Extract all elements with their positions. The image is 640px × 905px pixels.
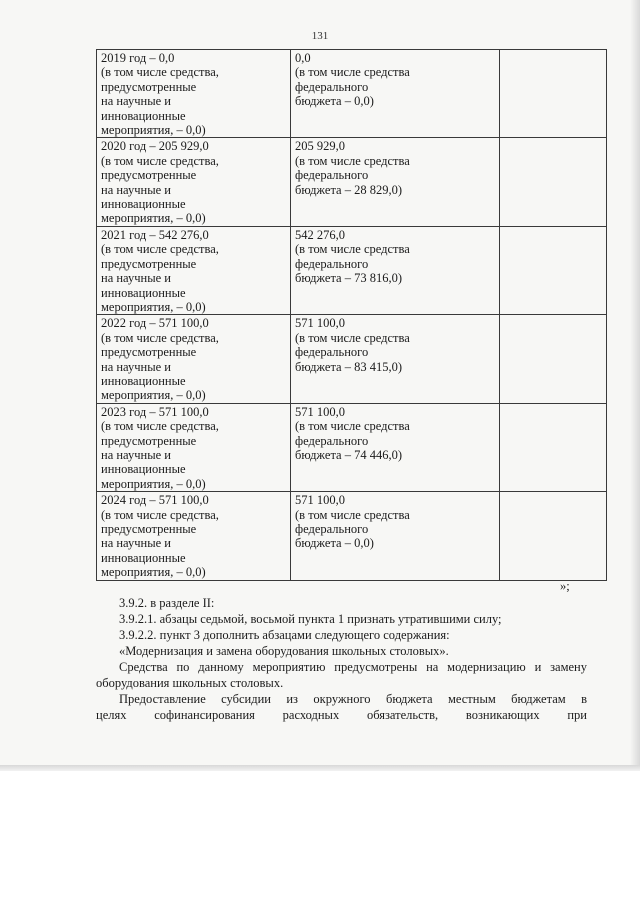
page-edge-shadow [630, 0, 640, 770]
closing-quote-mark: »; [560, 579, 570, 593]
table-row [97, 492, 607, 580]
table-row [97, 315, 607, 403]
table-cell-total: 2022 год – 571 100,0 (в том числе средства, предусмотренные на научные и инновационные мероприятия, – 0,0) [97, 315, 291, 403]
paragraph-measure-title: «Модернизация и замена оборудования школьных столовых». [119, 644, 449, 658]
table-cell-total: 2019 год – 0,0 (в том числе средства, предусмотренные на научные и инновационные мероприятия, – 0,0) [97, 50, 291, 138]
table-cell-other [500, 138, 607, 226]
table-row [97, 138, 607, 226]
table-cell-regional: 542 276,0 (в том числе средства федерального бюджета – 73 816,0) [291, 226, 500, 314]
page-bottom-shadow [0, 765, 640, 771]
table-cell-total: 2020 год – 205 929,0 (в том числе средства, предусмотренные на научные и инновационные мероприятия, – 0,0) [97, 138, 291, 226]
table-cell-regional: 0,0 (в том числе средства федерального бюджета – 0,0) [291, 50, 500, 138]
table-cell-other [500, 50, 607, 138]
table-cell-other [500, 492, 607, 580]
paragraph-supplement: 3.9.2.2. пункт 3 дополнить абзацами следующего содержания: [119, 628, 450, 642]
table-cell-regional: 571 100,0 (в том числе средства федерального бюджета – 83 415,0) [291, 315, 500, 403]
table-cell-other [500, 226, 607, 314]
table-cell-total: 2021 год – 542 276,0 (в том числе средства, предусмотренные на научные и инновационные мероприятия, – 0,0) [97, 226, 291, 314]
table-cell-other [500, 315, 607, 403]
table-row [97, 403, 607, 491]
table-cell-other [500, 403, 607, 491]
table-row [97, 50, 607, 138]
page-number: 131 [311, 30, 329, 42]
table-cell-regional: 205 929,0 (в том числе средства федерального бюджета – 28 829,0) [291, 138, 500, 226]
paragraph-subsidy-line-1: Предоставление субсидии из окружного бюджета местным бюджетам в [119, 692, 587, 706]
budget-table [96, 49, 607, 581]
table-cell-total: 2024 год – 571 100,0 (в том числе средства, предусмотренные на научные и инновационные мероприятия, – 0,0) [97, 492, 291, 580]
table-cell-regional: 571 100,0 (в том числе средства федерального бюджета – 74 446,0) [291, 403, 500, 491]
table-cell-total: 2023 год – 571 100,0 (в том числе средства, предусмотренные на научные и инновационные мероприятия, – 0,0) [97, 403, 291, 491]
paragraph-section-ref: 3.9.2. в разделе II: [119, 596, 215, 610]
paragraph-subsidy-line-2: целях софинансирования расходных обязательств, возникающих при [96, 708, 587, 722]
table-cell-regional: 571 100,0 (в том числе средства федерального бюджета – 0,0) [291, 492, 500, 580]
paragraph-repeal: 3.9.2.1. абзацы седьмой, восьмой пункта 1 признать утратившими силу; [119, 612, 502, 626]
paragraph-funds: Средства по данному мероприятию предусмотрены на модернизацию и замену оборудования школьных столовых. [96, 660, 587, 690]
table-row [97, 226, 607, 314]
